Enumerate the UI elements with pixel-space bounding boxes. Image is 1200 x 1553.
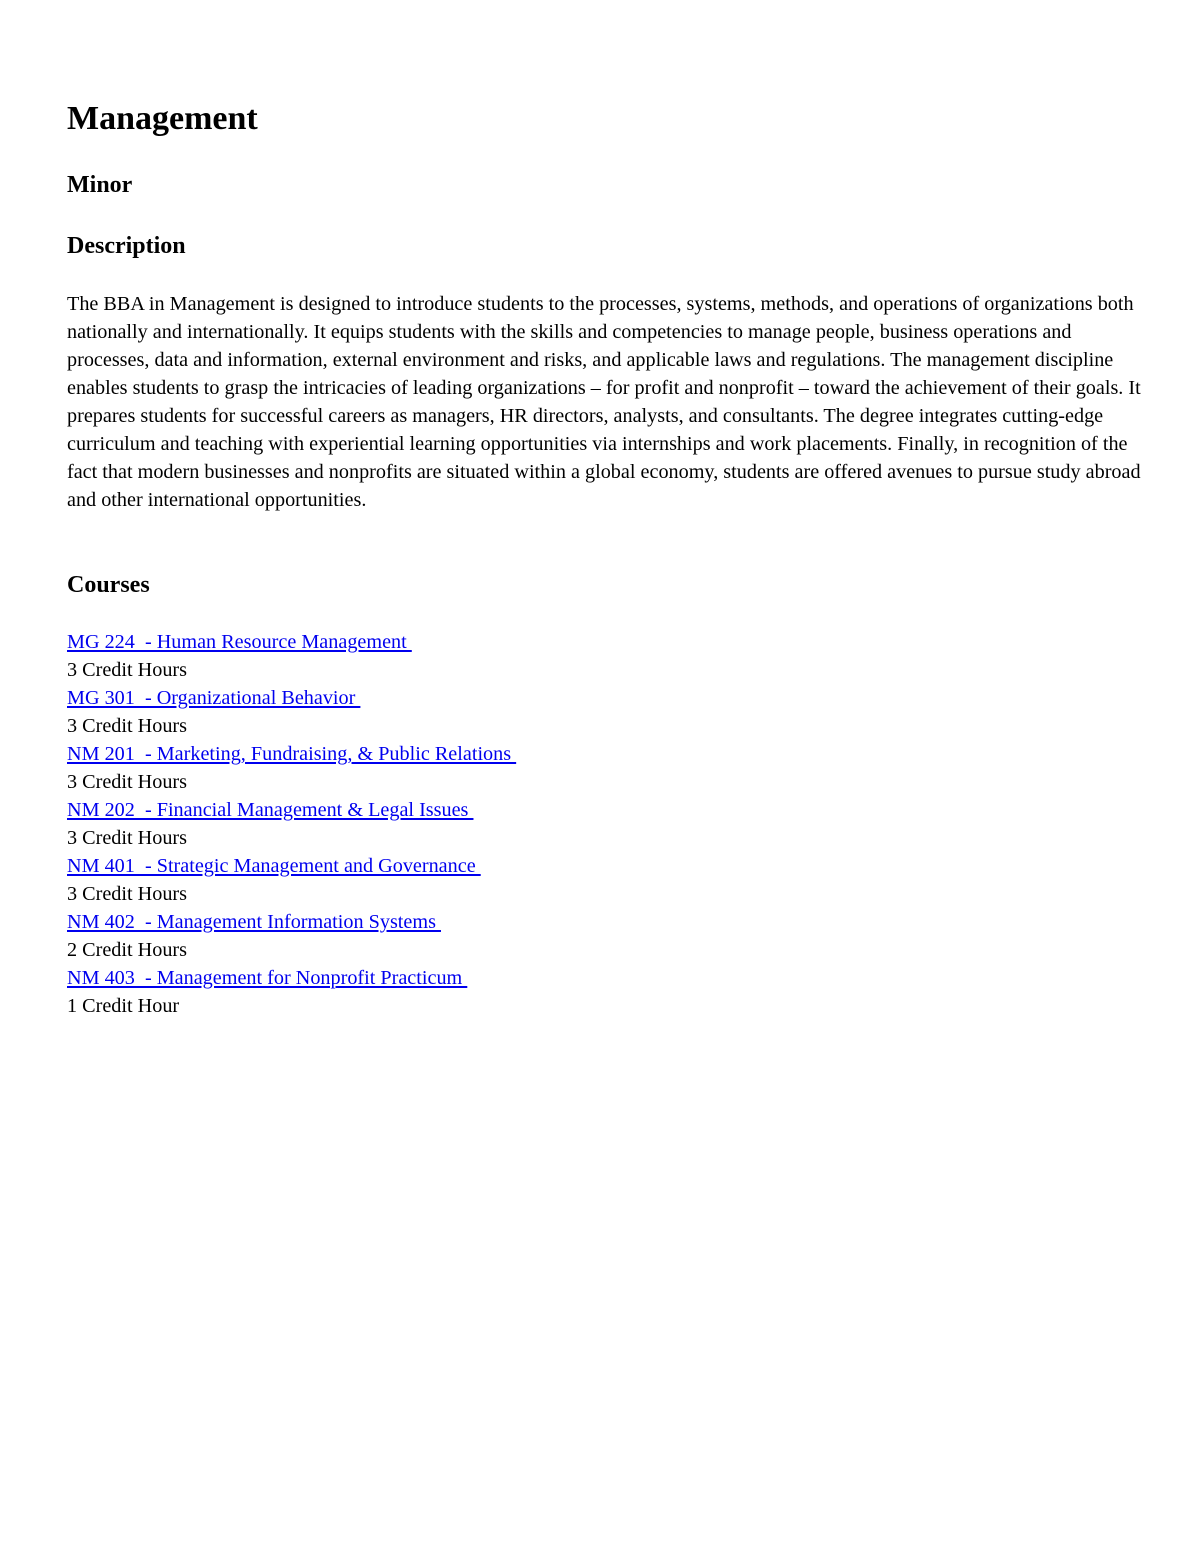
course-list — [67, 628, 516, 1020]
course-link-nm-401[interactable]: NM 401 - Strategic Management and Governance — [67, 855, 481, 877]
course-credits: 3 Credit Hours — [67, 771, 187, 793]
course-credits: 3 Credit Hours — [67, 715, 187, 737]
course-credits: 2 Credit Hours — [67, 939, 187, 961]
course-link-nm-402[interactable]: NM 402 - Management Information Systems — [67, 911, 441, 933]
course-item — [67, 740, 516, 796]
course-credits: 3 Credit Hours — [67, 883, 187, 905]
course-item — [67, 628, 516, 684]
course-link-nm-201[interactable]: NM 201 - Marketing, Fundraising, & Public Relations — [67, 743, 517, 765]
course-link-mg-301[interactable]: MG 301 - Organizational Behavior — [67, 687, 361, 709]
program-type-heading: Minor — [67, 172, 133, 198]
course-item — [67, 796, 516, 852]
page-title: Management — [67, 100, 258, 137]
course-item — [67, 908, 516, 964]
description-heading: Description — [67, 233, 186, 259]
course-item — [67, 964, 516, 1020]
course-link-nm-202[interactable]: NM 202 - Financial Management & Legal Issues — [67, 799, 474, 821]
course-credits: 1 Credit Hour — [67, 995, 180, 1017]
course-item — [67, 852, 516, 908]
course-link-mg-224[interactable]: MG 224 - Human Resource Management — [67, 631, 412, 653]
course-link-nm-403[interactable]: NM 403 - Management for Nonprofit Practicum — [67, 967, 468, 989]
course-credits: 3 Credit Hours — [67, 827, 187, 849]
description-paragraph: The BBA in Management is designed to introduce students to the processes, systems, methods, and operations of organizations both nationally and internationally. It equips students with the skills and competencies to manage people, business operations and processes, data and information, external environment and risks, and applicable laws and regulations. The management discipline enables students to grasp the intricacies of leading organizations – for profit and nonprofit – toward the achievement of their goals. It prepares students for successful careers as managers, HR directors, analysts, and consultants. The degree integrates cutting-edge curriculum and teaching with experiential learning opportunities via internships and work placements. Finally, in recognition of the fact that modern businesses and nonprofits are situated within a global economy, students are offered avenues to pursue study abroad and other international opportunities. — [67, 293, 1141, 511]
course-item — [67, 684, 516, 740]
course-credits: 3 Credit Hours — [67, 659, 187, 681]
courses-heading: Courses — [67, 572, 150, 598]
